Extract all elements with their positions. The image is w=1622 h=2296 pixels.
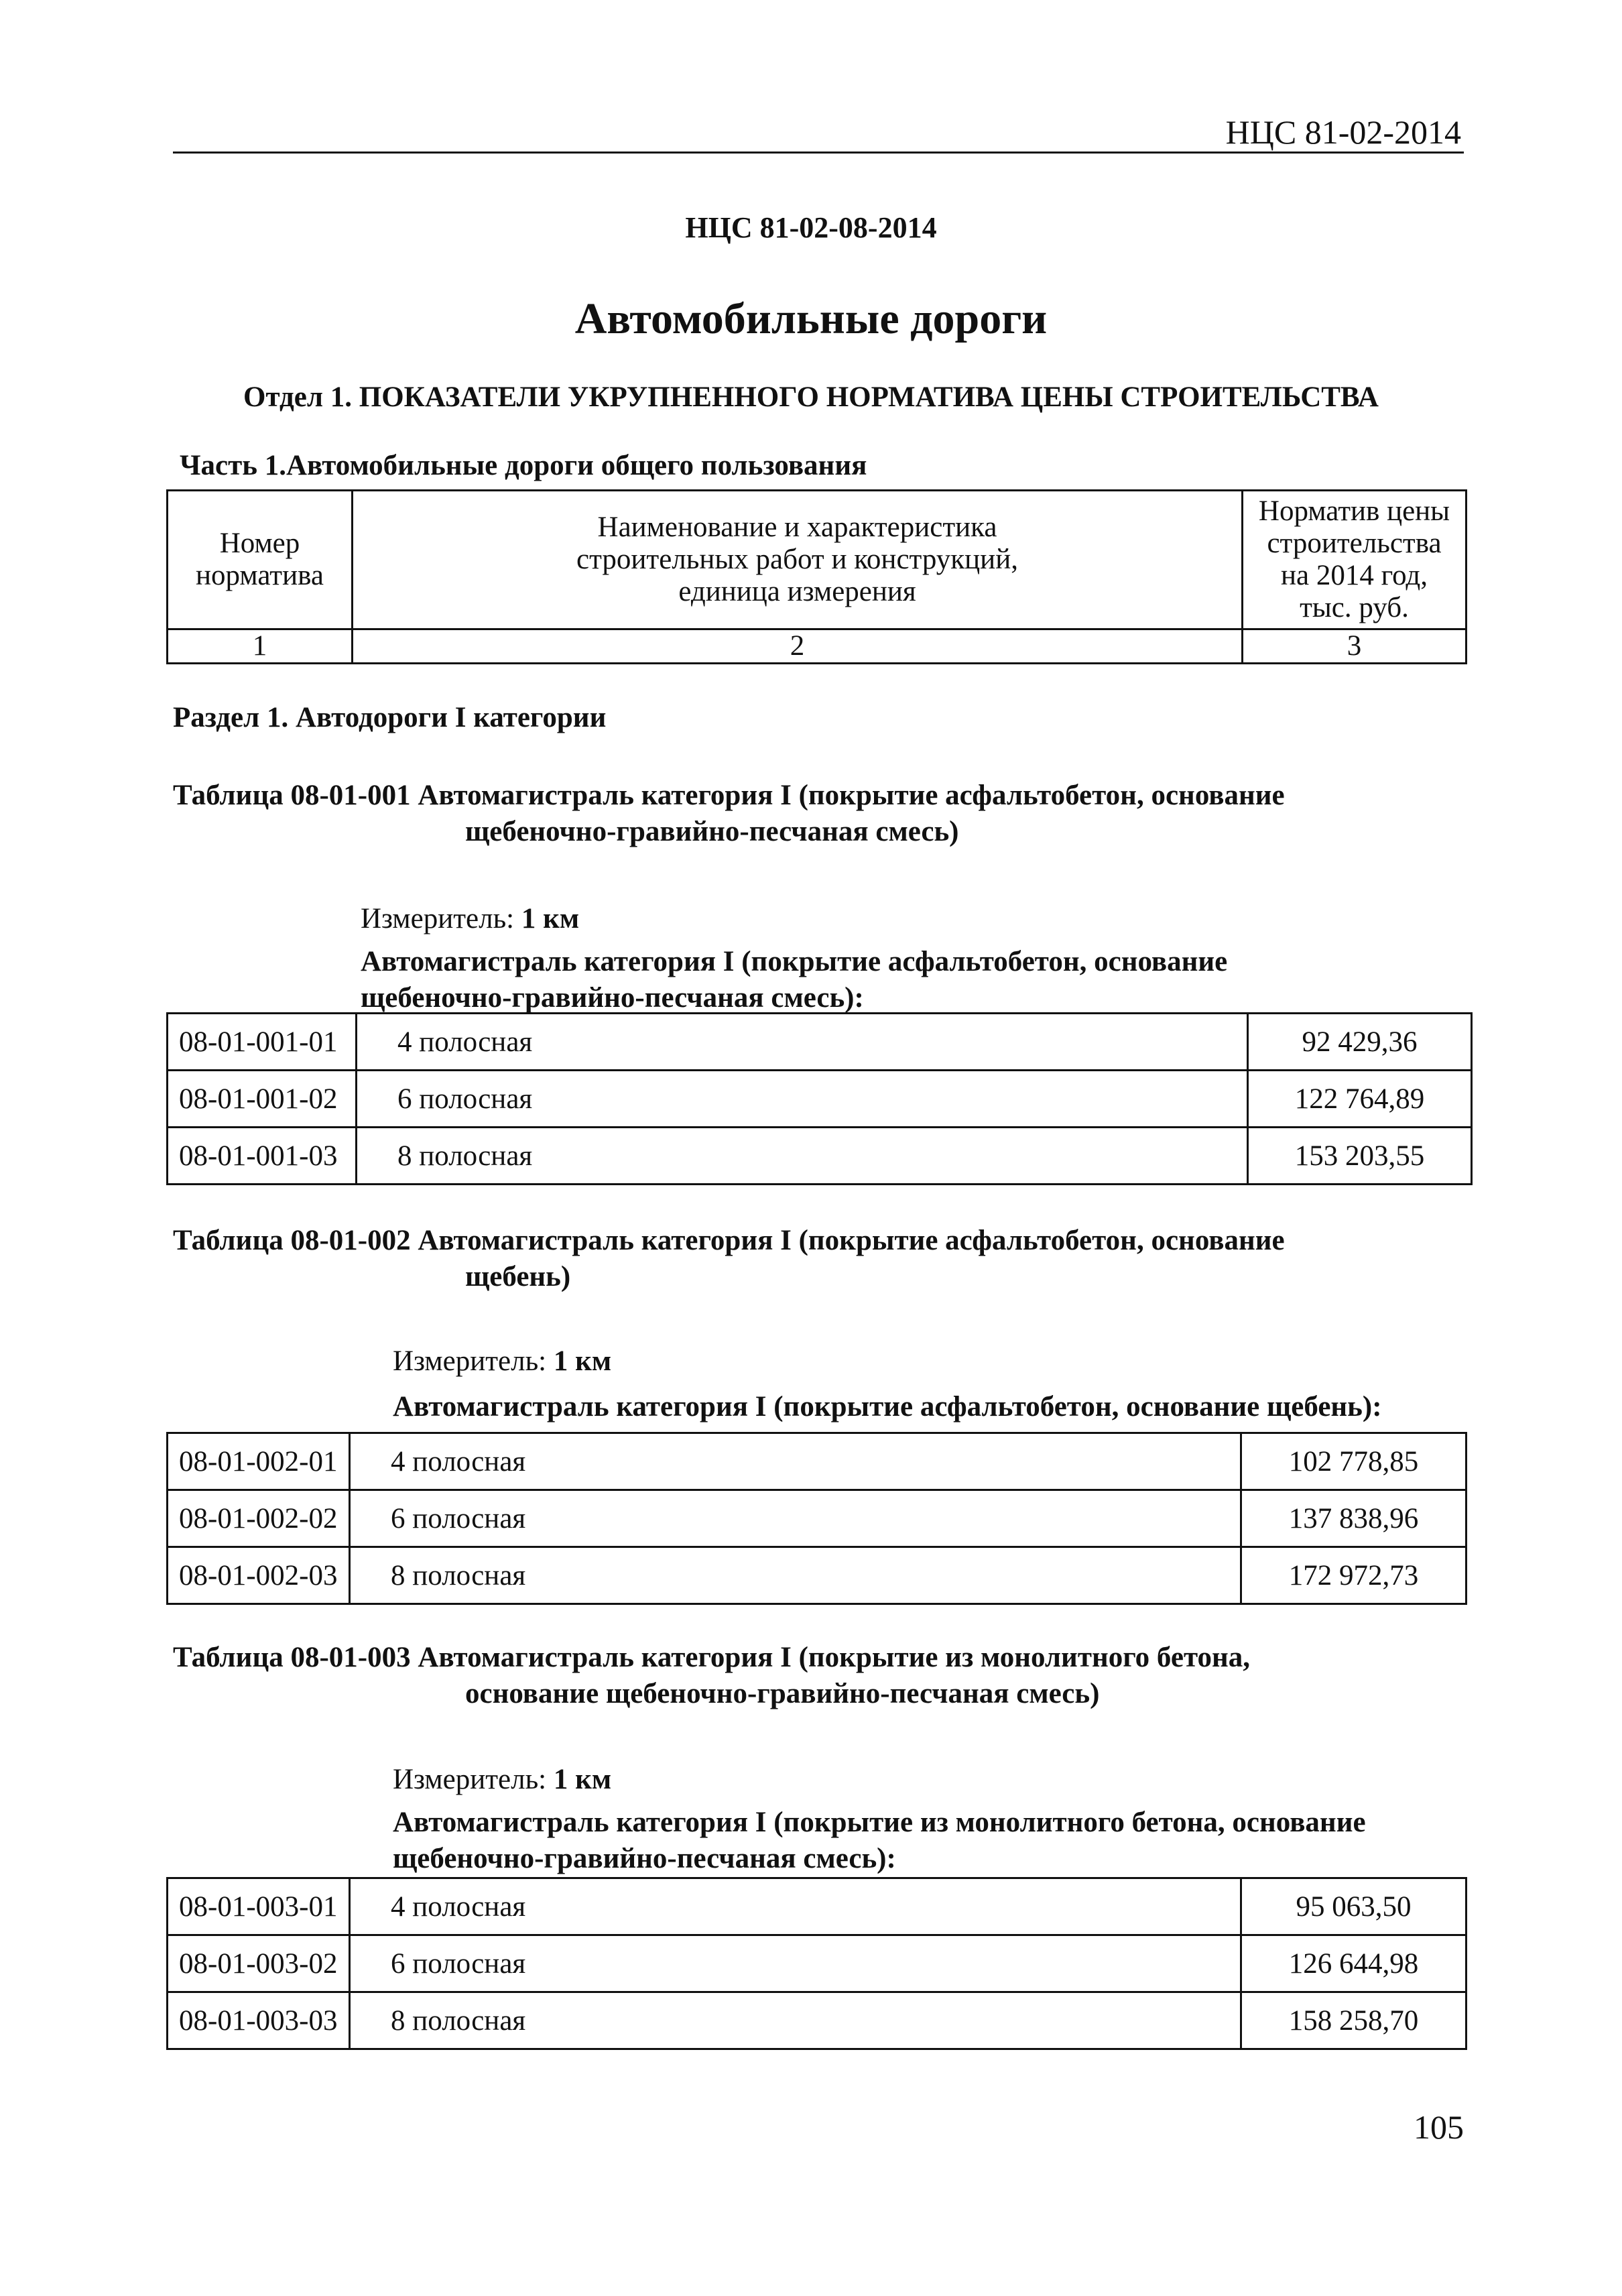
unit-line: Измеритель: 1 км (393, 1764, 612, 1795)
norm-code: 08-01-002-03 (168, 1547, 350, 1604)
norm-code: 08-01-001-01 (168, 1014, 357, 1071)
running-header-code: НЦС 81-02-2014 (1225, 113, 1461, 151)
header-col-name: Наименование и характеристика строительных работ и конструкций, единица измерения (353, 491, 1243, 629)
table-row (168, 1547, 1467, 1604)
norm-name: 6 полосная (350, 1490, 1241, 1547)
document-code: НЦС 81-02-08-2014 (685, 211, 937, 244)
table-row (168, 1071, 1472, 1128)
header-divider (173, 152, 1464, 154)
page-number: 105 (1414, 2108, 1464, 2146)
norm-value: 172 972,73 (1241, 1547, 1467, 1604)
norm-name: 4 полосная (350, 1878, 1241, 1935)
norm-table (166, 1877, 1467, 2050)
unit-line: Измеритель: 1 км (393, 1345, 612, 1377)
norm-name: 4 полосная (357, 1014, 1248, 1071)
norm-table (166, 1012, 1473, 1185)
table-description: Автомагистраль категория I (покрытие асфальтобетон, основание щебеночно-гравийно-песчаная смесь): (361, 946, 1228, 1014)
header-col-number: Номер норматива (168, 491, 353, 629)
norm-code: 08-01-003-02 (168, 1935, 350, 1992)
table-row (168, 1935, 1467, 1992)
table-caption: Таблица 08-01-003 Автомагистраль категория I (покрытие из монолитного бетона, основание щебеночно-гравийно-песчаная смесь) (173, 1642, 1251, 1709)
table-row (168, 1433, 1467, 1490)
table-caption: Таблица 08-01-002 Автомагистраль категория I (покрытие асфальтобетон, основание щебень) (173, 1225, 1285, 1292)
table-caption: Таблица 08-01-001 Автомагистраль категория I (покрытие асфальтобетон, основание щебеночно-гравийно-песчаная смесь) (173, 780, 1285, 847)
norm-code: 08-01-001-02 (168, 1071, 357, 1128)
norm-value: 92 429,36 (1248, 1014, 1472, 1071)
norm-value: 158 258,70 (1241, 1992, 1467, 2049)
table-description: Автомагистраль категория I (покрытие из монолитного бетона, основание щебеночно-гравийно-песчаная смесь): (393, 1807, 1366, 1874)
table-description: Автомагистраль категория I (покрытие асфальтобетон, основание щебень): (393, 1391, 1382, 1423)
norm-code: 08-01-003-03 (168, 1992, 350, 2049)
header-num-2: 2 (353, 629, 1243, 664)
norm-name: 4 полосная (350, 1433, 1241, 1490)
table-row (168, 1878, 1467, 1935)
norm-code: 08-01-002-02 (168, 1490, 350, 1547)
otdel-heading: Отдел 1. ПОКАЗАТЕЛИ УКРУПНЕННОГО НОРМАТИВА ЦЕНЫ СТРОИТЕЛЬСТВА (243, 381, 1379, 413)
norm-code: 08-01-003-01 (168, 1878, 350, 1935)
unit-line: Измеритель: 1 км (361, 903, 580, 934)
table-row (168, 1490, 1467, 1547)
norm-value: 102 778,85 (1241, 1433, 1467, 1490)
header-num-3: 3 (1243, 629, 1467, 664)
norm-value: 95 063,50 (1241, 1878, 1467, 1935)
table-row (168, 1128, 1472, 1185)
norm-value: 122 764,89 (1248, 1071, 1472, 1128)
part-heading: Часть 1.Автомобильные дороги общего пользования (180, 450, 867, 481)
section-heading: Раздел 1. Автодороги I категории (173, 702, 607, 733)
norm-code: 08-01-002-01 (168, 1433, 350, 1490)
norm-code: 08-01-001-03 (168, 1128, 357, 1185)
column-header-table (166, 489, 1467, 664)
norm-name: 6 полосная (357, 1071, 1248, 1128)
norm-value: 126 644,98 (1241, 1935, 1467, 1992)
table-row (168, 1992, 1467, 2049)
norm-value: 137 838,96 (1241, 1490, 1467, 1547)
norm-table (166, 1432, 1467, 1605)
document-title: Автомобильные дороги (574, 294, 1048, 343)
norm-name: 8 полосная (350, 1992, 1241, 2049)
norm-value: 153 203,55 (1248, 1128, 1472, 1185)
norm-name: 6 полосная (350, 1935, 1241, 1992)
table-row (168, 1014, 1472, 1071)
norm-name: 8 полосная (350, 1547, 1241, 1604)
norm-name: 8 полосная (357, 1128, 1248, 1185)
header-col-price: Норматив цены строительства на 2014 год, тыс. руб. (1243, 491, 1467, 629)
header-num-1: 1 (168, 629, 353, 664)
